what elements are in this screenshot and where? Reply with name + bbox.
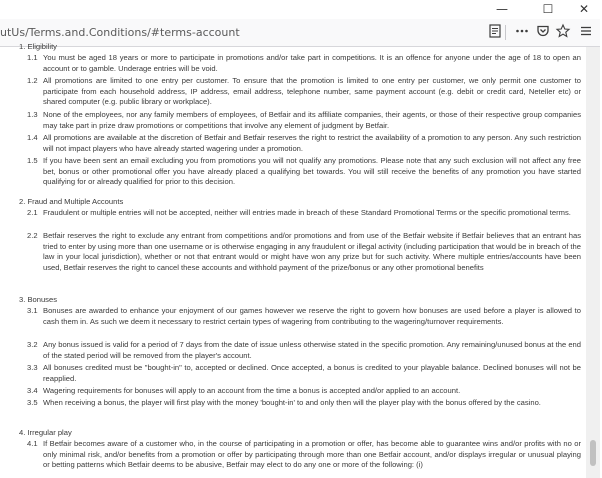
item-number: 1.5 (27, 156, 38, 165)
vertical-scrollbar[interactable] (586, 47, 600, 478)
item-number: 3.2 (27, 340, 38, 349)
list-item: All promotions are limited to one entry per customer. To ensure that the promotion is limited to one entry per customer, we only permit one customer to participate from each household address, IP address, email address, telephone number, same payment account (e.g. debit or credit card, Neteller etc) or shared computer (e.g. public library or workplace). (43, 76, 581, 107)
item-number: 4.1 (27, 439, 38, 448)
page-content[interactable] (0, 42, 586, 478)
pocket-icon[interactable] (535, 24, 551, 40)
window-titlebar (0, 0, 600, 19)
list-item: All bonuses credited must be "bought-in" to, accepted or declined. Once accepted, a bonus is credited to your playable balance. Declined bonuses will not be reapplied. (43, 363, 581, 383)
list-item: If Betfair becomes aware of a customer who, in the course of participating in a promotion or offer, has become able to guarantee wins and/or profits with no or only minimal risk, and/or benefits from a promotion or offer by participating through more than one Betfair account, and/or displays irregular or unusual playing or betting patterns which Betfair deems to be abusive, Betfair may elect to do any one or more of the following: (i) (43, 439, 581, 470)
section-heading: 2. Fraud and Multiple Accounts (19, 197, 124, 206)
list-item: You must be aged 18 years or more to participate in promotions and/or take part in competitions. It is an offence for anyone under the age of 18 to open an account or to gamble. Underage entries will be void. (43, 53, 581, 73)
item-number: 1.4 (27, 133, 38, 142)
bookmark-star-icon[interactable] (555, 24, 571, 40)
page-actions-menu-icon[interactable] (514, 24, 530, 40)
item-number: 1.2 (27, 76, 38, 85)
list-item: Wagering requirements for bonuses will apply to an account from the time a bonus is accepted and/or applied to an account. (43, 386, 461, 395)
item-number: 3.4 (27, 386, 38, 395)
toolbar-separator (505, 25, 506, 40)
section-heading: 3. Bonuses (19, 295, 57, 304)
item-number: 3.5 (27, 398, 38, 407)
item-number: 1.1 (27, 53, 38, 62)
list-item: Any bonus issued is valid for a period of 7 days from the date of issue unless otherwise stated in the specific promotion. Any remaining/unused bonus at the end of the stated period will be removed from the player's account. (43, 340, 581, 360)
item-number: 3.1 (27, 306, 38, 315)
reader-view-icon[interactable] (487, 24, 503, 40)
list-item: None of the employees, nor any family members of employees, of Betfair and its affiliate companies, their agents, or those of their respective group companies may take part in prize draw promotions or competitions that involve any element of judgment by Betfair. (43, 110, 581, 130)
list-item: Betfair reserves the right to exclude any entrant from competitions and/or promotions and from use of the Betfair website if Betfair believes that an entrant has tried to enter by using more than one username or is otherwise engaging in any fraudulent or illegal activity (including participation that would be in breach of the law in your local jurisdiction), whether or not that entrant would or might have won any prize but for such activity. Where multiple entries/accounts have been used, Betfair reserves the right to cancel these accounts and withhold payment of the prize/bonus or any other promotional benefits (43, 231, 581, 272)
scrollbar-thumb[interactable] (590, 440, 596, 466)
item-number: 1.3 (27, 110, 38, 119)
browser-toolbar (0, 19, 600, 47)
url-bar[interactable]: utUs/Terms.and.Conditions/#terms-account (0, 26, 240, 39)
section-heading: 4. Irregular play (19, 428, 72, 437)
list-item: If you have been sent an email excluding you from promotions you will not qualify any promotions. Please note that any such exclusion will not affect any free bet, bonus or other promotional offer you have already placed a qualifying bet towards. You will still receive the benefits of any promotion you have started qualifying for or already qualified for prior to this decision. (43, 156, 581, 187)
section-heading: 1. Eligibility (19, 42, 57, 51)
hamburger-menu-icon[interactable] (578, 24, 594, 40)
item-number: 3.3 (27, 363, 38, 372)
item-number: 2.1 (27, 208, 38, 217)
maximize-button[interactable]: ☐ (542, 2, 554, 16)
item-number: 2.2 (27, 231, 38, 240)
list-item: All promotions are available at the discretion of Betfair and Betfair reserves the right to restrict the availability of a promotion to any person. Any such restriction will not impact players who have already started wagering under a promotion. (43, 133, 581, 153)
close-button[interactable]: ✕ (578, 2, 590, 16)
list-item: Fraudulent or multiple entries will not be accepted, neither will entries made in breach of these Standard Promotional Terms or the specific promotional terms. (43, 208, 571, 217)
list-item: When receiving a bonus, the player will first play with the money 'bought-in' to and only then will the player play with the bonus offered by the casino. (43, 398, 541, 407)
list-item: Bonuses are awarded to enhance your enjoyment of our games however we reserve the right to govern how bonuses are used before a player is allowed to cash them in. As such we deem it necessary to restrict certain types of wagering from contributing to the wagering/turnover requirements. (43, 306, 581, 326)
minimize-button[interactable]: — (496, 2, 508, 16)
